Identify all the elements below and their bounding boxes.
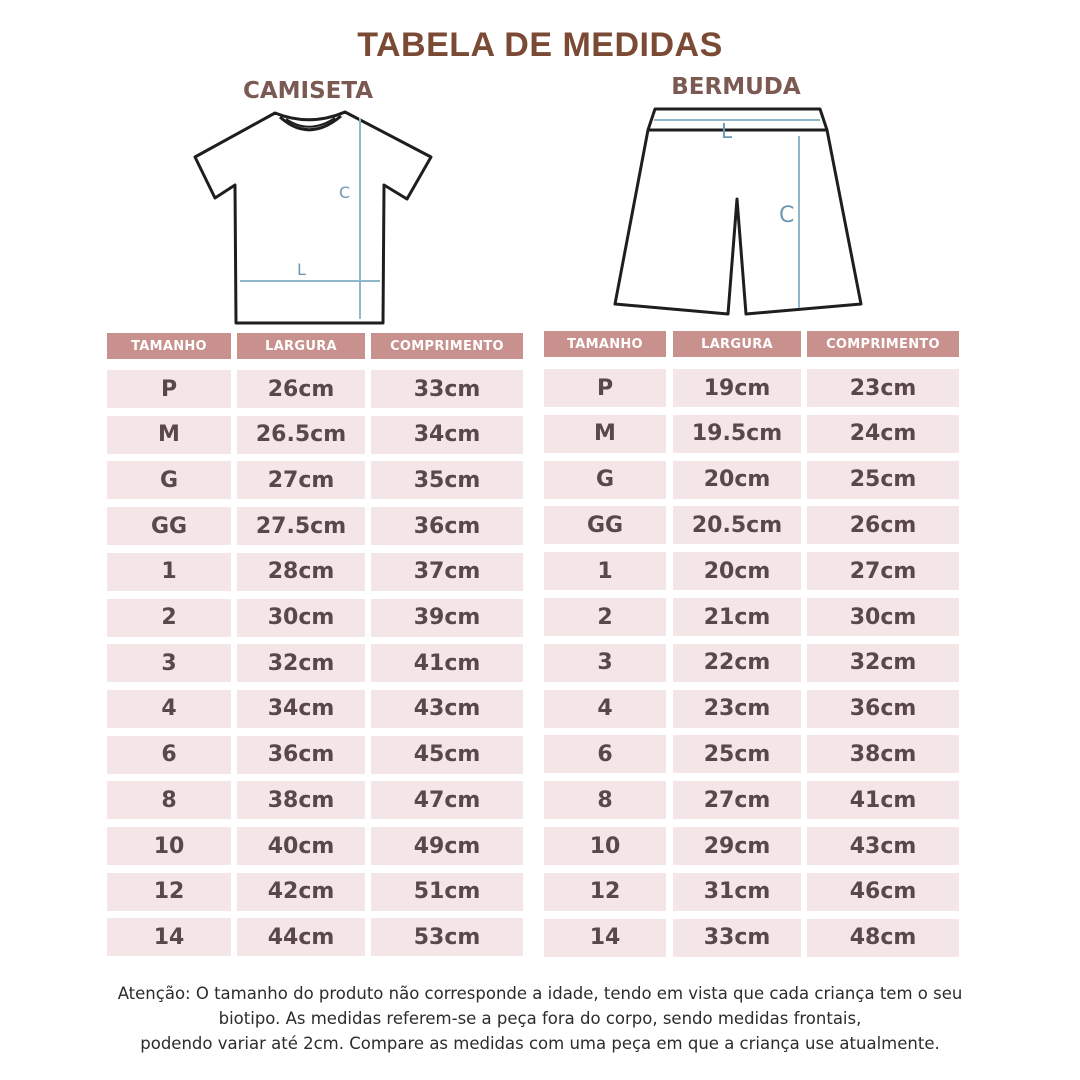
shorts-icon — [610, 104, 865, 320]
table-cell: G — [107, 461, 231, 499]
table-cell: 38cm — [807, 735, 959, 773]
table-cell: 47cm — [371, 781, 523, 819]
table-cell: 32cm — [237, 644, 365, 682]
table-cell: 10 — [107, 827, 231, 865]
table-cell: 30cm — [237, 599, 365, 637]
table-cell: 34cm — [237, 690, 365, 728]
table-cell: 27cm — [237, 461, 365, 499]
table-cell: M — [107, 416, 231, 454]
table-cell: 1 — [544, 552, 666, 590]
table-cell: 10 — [544, 827, 666, 865]
table-cell: 48cm — [807, 919, 959, 957]
table-cell: 37cm — [371, 553, 523, 591]
shirt-length-label: C — [339, 183, 351, 202]
table-cell: 49cm — [371, 827, 523, 865]
table-cell: 8 — [107, 781, 231, 819]
table-cell: G — [544, 461, 666, 499]
table-header: TAMANHO — [107, 333, 231, 359]
table-cell: 26.5cm — [237, 416, 365, 454]
table-cell: 22cm — [673, 644, 801, 682]
table-header: LARGURA — [237, 333, 365, 359]
table-cell: 40cm — [237, 827, 365, 865]
table-cell: GG — [107, 507, 231, 545]
table-cell: 19cm — [673, 369, 801, 407]
table-cell: 27cm — [673, 781, 801, 819]
table-cell: 26cm — [807, 506, 959, 544]
table-cell: M — [544, 415, 666, 453]
table-cell: 28cm — [237, 553, 365, 591]
table-cell: 53cm — [371, 918, 523, 956]
table-cell: 12 — [107, 873, 231, 911]
table-header: COMPRIMENTO — [807, 331, 959, 357]
table-cell: P — [544, 369, 666, 407]
table-cell: 35cm — [371, 461, 523, 499]
table-cell: 29cm — [673, 827, 801, 865]
table-cell: 24cm — [807, 415, 959, 453]
table-header: TAMANHO — [544, 331, 666, 357]
table-cell: 41cm — [371, 644, 523, 682]
table-cell: 33cm — [371, 370, 523, 408]
table-cell: 6 — [107, 736, 231, 774]
table-cell: 23cm — [673, 690, 801, 728]
table-cell: 36cm — [237, 736, 365, 774]
bermuda-title: BERMUDA — [671, 74, 801, 100]
table-cell: 2 — [544, 598, 666, 636]
table-cell: 2 — [107, 599, 231, 637]
table-cell: 31cm — [673, 873, 801, 911]
table-cell: 3 — [107, 644, 231, 682]
table-cell: 32cm — [807, 644, 959, 682]
attention-note — [60, 981, 1020, 1056]
table-cell: 34cm — [371, 416, 523, 454]
shorts-width-label: L — [721, 119, 733, 143]
shorts-length-label: C — [779, 203, 795, 228]
table-cell: 19.5cm — [673, 415, 801, 453]
note-line: biotipo. As medidas referem-se a peça fora do corpo, sendo medidas frontais, — [218, 1009, 862, 1028]
note-line: podendo variar até 2cm. Compare as medidas com uma peça em que a criança use atualmente. — [140, 1034, 940, 1053]
table-header: LARGURA — [673, 331, 801, 357]
table-header: COMPRIMENTO — [371, 333, 523, 359]
table-cell: 12 — [544, 873, 666, 911]
table-cell: 20cm — [673, 552, 801, 590]
table-cell: 38cm — [237, 781, 365, 819]
table-cell: P — [107, 370, 231, 408]
table-cell: 20cm — [673, 461, 801, 499]
table-cell: 39cm — [371, 599, 523, 637]
table-cell: 43cm — [371, 690, 523, 728]
table-cell: 36cm — [371, 507, 523, 545]
table-cell: GG — [544, 506, 666, 544]
table-cell: 36cm — [807, 690, 959, 728]
table-cell: 23cm — [807, 369, 959, 407]
note-line: Atenção: O tamanho do produto não corresponde a idade, tendo em vista que cada criança tem o seu — [117, 984, 963, 1003]
table-cell: 42cm — [237, 873, 365, 911]
table-cell: 33cm — [673, 919, 801, 957]
table-cell: 51cm — [371, 873, 523, 911]
table-cell: 30cm — [807, 598, 959, 636]
table-cell: 14 — [107, 918, 231, 956]
table-cell: 43cm — [807, 827, 959, 865]
tshirt-icon — [185, 105, 440, 330]
table-cell: 26cm — [237, 370, 365, 408]
table-cell: 4 — [544, 690, 666, 728]
table-cell: 44cm — [237, 918, 365, 956]
shirt-width-label: L — [297, 260, 306, 279]
table-cell: 3 — [544, 644, 666, 682]
table-cell: 45cm — [371, 736, 523, 774]
table-cell: 4 — [107, 690, 231, 728]
table-cell: 8 — [544, 781, 666, 819]
table-cell: 14 — [544, 919, 666, 957]
camiseta-title: CAMISETA — [242, 78, 374, 104]
page-title: TABELA DE MEDIDAS — [357, 26, 723, 64]
table-cell: 25cm — [673, 735, 801, 773]
table-cell: 6 — [544, 735, 666, 773]
table-cell: 25cm — [807, 461, 959, 499]
table-cell: 1 — [107, 553, 231, 591]
table-cell: 46cm — [807, 873, 959, 911]
table-cell: 27.5cm — [237, 507, 365, 545]
table-cell: 41cm — [807, 781, 959, 819]
table-cell: 20.5cm — [673, 506, 801, 544]
table-cell: 27cm — [807, 552, 959, 590]
table-cell: 21cm — [673, 598, 801, 636]
